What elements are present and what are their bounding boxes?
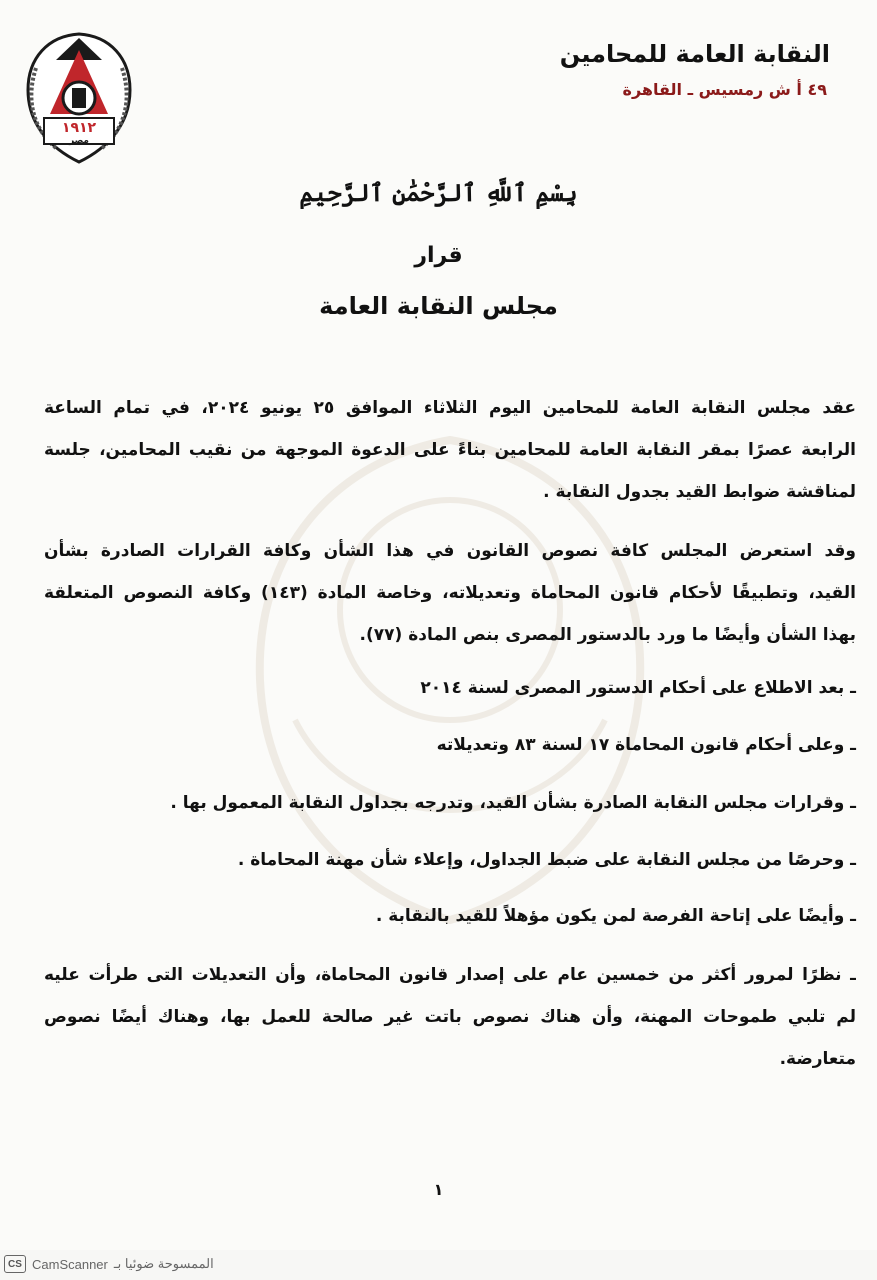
paragraph-line: عقد مجلس النقابة العامة للمحامين اليوم الثلاثاء الموافق ٢٥ يونيو ٢٠٢٤، في تمام الساعة — [44, 398, 856, 418]
camscanner-icon: CS — [4, 1255, 26, 1273]
logo-country: مصر — [68, 136, 90, 146]
paragraph-line: بهذا الشأن وأيضًا ما ورد بالدستور المصرى بنص المادة (٧٧). — [359, 625, 856, 645]
paragraph-1 — [44, 387, 856, 513]
paragraph-line: وقد استعرض المجلس كافة نصوص القانون في هذا الشأن وكافة القرارات الصادرة بشأن — [44, 541, 856, 561]
document-subtitle: مجلس النقابة العامة — [319, 292, 558, 320]
paragraph-line: القيد، وتطبيقًا لأحكام قانون المحاماة وتعديلاته، وخاصة المادة (١٤٣) وكافة النصوص المتعلقة — [44, 583, 856, 603]
bar-association-logo — [22, 28, 137, 168]
list-item: ـ وحرصًا من مجلس النقابة على ضبط الجداول، وإعلاء شأن مهنة المحاماة . — [237, 850, 856, 870]
paragraph-line: متعارضة. — [779, 1049, 856, 1069]
paragraph-2 — [44, 530, 856, 656]
page-number: ١ — [433, 1180, 444, 1199]
list-item: ـ وعلى أحكام قانون المحاماة ١٧ لسنة ٨٣ وتعديلاته — [436, 735, 856, 755]
list-item: ـ وأيضًا على إتاحة الفرصة لمن يكون مؤهلاً للقيد بالنقابة . — [375, 906, 856, 926]
final-paragraph — [44, 954, 856, 1080]
organization-address: ٤٩ أ ش رمسيس ـ القاهرة — [622, 80, 827, 99]
logo-year: ١٩١٢ — [61, 120, 97, 136]
document-title: قرار — [414, 243, 463, 268]
paragraph-line: الرابعة عصرًا بمقر النقابة العامة للمحامين بناءً على الدعوة الموجهة من نقيب المحامين، جلسة — [44, 440, 856, 460]
camscanner-brand: CamScanner — [32, 1256, 108, 1272]
camscanner-watermark — [4, 1253, 214, 1275]
organization-name: النقابة العامة للمحامين — [559, 40, 830, 68]
camscanner-label: الممسوحة ضوئيا بـ — [113, 1256, 214, 1271]
list-item: ـ بعد الاطلاع على أحكام الدستور المصرى لسنة ٢٠١٤ — [420, 678, 856, 698]
paragraph-line: لمناقشة ضوابط القيد بجدول النقابة . — [543, 482, 856, 502]
paragraph-line: ـ نظرًا لمرور أكثر من خمسين عام على إصدار قانون المحاماة، وأن التعديلات التى طرأت عليه — [44, 965, 856, 985]
paragraph-line: لم تلبي طموحات المهنة، وأن هناك نصوص باتت غير صالحة للعمل بها، وهناك أيضًا نصوص — [44, 1007, 856, 1027]
basmala: بِسْمِ ٱللَّهِ ٱلرَّحْمَٰنِ ٱلرَّحِيمِ — [299, 178, 578, 207]
list-item: ـ وقرارات مجلس النقابة الصادرة بشأن القيد، وتدرجه بجداول النقابة المعمول بها . — [170, 793, 856, 813]
